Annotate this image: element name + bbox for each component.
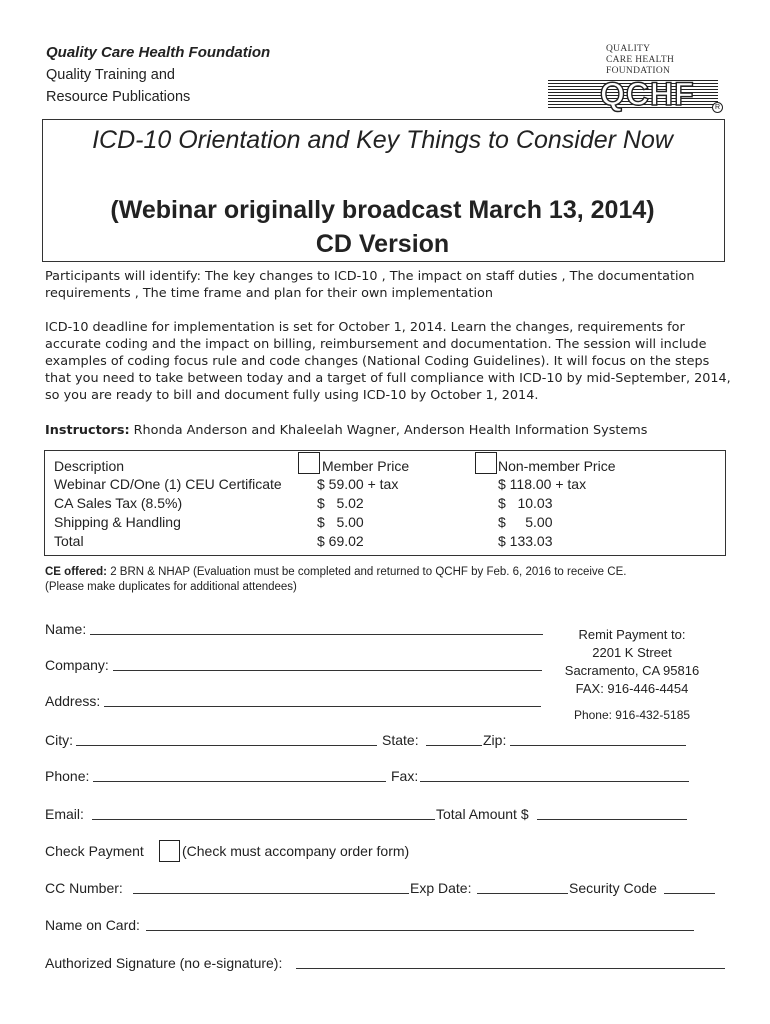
org-tagline-line1: Quality Training and (46, 67, 175, 83)
state-label: State: (382, 732, 419, 748)
phone-label: Phone: (45, 768, 90, 784)
row-description: Shipping & Handling (54, 514, 181, 530)
city-field[interactable] (76, 745, 377, 746)
participants-paragraph: Participants will identify: The key changes to ICD-10 , The impact on staff duties , The documentation requirements , The time frame and plan for their own implementation (45, 269, 695, 301)
phone-field[interactable] (93, 781, 386, 782)
signature-label: Authorized Signature (no e-signature): (45, 955, 283, 971)
row-member-price: $ 69.02 (317, 533, 364, 549)
security-code-field[interactable] (664, 893, 715, 894)
cc-number-field[interactable] (133, 893, 409, 894)
check-note: (Check must accompany order form) (182, 843, 410, 859)
address-field[interactable] (104, 706, 541, 707)
logo-text-line2: CARE HEALTH (606, 55, 675, 65)
deadline-paragraph: ICD-10 deadline for implementation is set for October 1, 2014. Learn the changes, requirements for accurate coding and the impact on billing, reimbursement and documentation. The session will include examples of coding focus rule and code changes (National Coding Guidelines). It will focus on the steps that you need to take between today and a target of full compliance with ICD-10 by mid-September, 2014, so you are ready to bill and document fully using ICD-10 by October 1, 2014. (45, 320, 731, 403)
exp-date-field[interactable] (477, 893, 568, 894)
version-label: CD Version (315, 230, 450, 258)
row-description: Total (54, 533, 84, 549)
total-amount-field[interactable] (537, 819, 687, 820)
name-field[interactable] (90, 634, 543, 635)
ce-text: 2 BRN & NHAP (Evaluation must be completed and returned to QCHF by Feb. 6, 2016 to receive CE. (110, 566, 627, 578)
qchf-logo (548, 44, 724, 116)
col-header-description: Description (54, 458, 125, 474)
logo-text-line1: QUALITY (606, 44, 651, 54)
ce-note: (Please make duplicates for additional attendees) (45, 581, 297, 593)
remit-label: Remit Payment to: (578, 627, 686, 642)
remit-fax: FAX: 916-446-4454 (575, 681, 689, 696)
security-code-label: Security Code (569, 880, 657, 896)
fax-field[interactable] (420, 781, 689, 782)
zip-label: Zip: (483, 732, 507, 748)
remit-phone: Phone: 916-432-5185 (573, 708, 691, 722)
row-nonmember-price: $ 5.00 (498, 514, 553, 530)
row-member-price: $ 59.00 + tax (317, 476, 399, 492)
fax-label: Fax: (391, 768, 419, 784)
col-header-nonmember-price: Non-member Price (498, 458, 616, 474)
address-label: Address: (45, 693, 101, 709)
check-payment-label: Check Payment (45, 843, 144, 859)
company-field[interactable] (113, 670, 542, 671)
row-nonmember-price: $ 133.03 (498, 533, 553, 549)
row-nonmember-price: $ 10.03 (498, 495, 553, 511)
registered-icon: R (712, 102, 723, 113)
broadcast-subtitle: (Webinar originally broadcast March 13, 2014) (110, 196, 655, 224)
org-tagline-line2: Resource Publications (46, 89, 191, 105)
nonmember-price-checkbox[interactable] (475, 452, 497, 474)
cc-number-label: CC Number: (45, 880, 123, 896)
ce-label: CE offered: (45, 566, 107, 578)
instructors-names: Rhonda Anderson and Khaleelah Wagner, Anderson Health Information Systems (133, 423, 648, 438)
remit-info (556, 626, 708, 724)
instructors-line (45, 422, 735, 439)
email-field[interactable] (92, 819, 435, 820)
check-payment-checkbox[interactable] (159, 840, 180, 862)
state-field[interactable] (426, 745, 482, 746)
row-description: Webinar CD/One (1) CEU Certificate (54, 476, 282, 492)
name-on-card-label: Name on Card: (45, 917, 140, 933)
ce-offered (45, 565, 745, 595)
row-member-price: $ 5.00 (317, 514, 364, 530)
pricing-table (44, 450, 726, 556)
name-on-card-field[interactable] (146, 930, 694, 931)
remit-street: 2201 K Street (592, 645, 672, 660)
remit-city: Sacramento, CA 95816 (564, 663, 700, 678)
org-name: Quality Care Health Foundation (46, 44, 271, 61)
logo-text-line3: FOUNDATION (606, 66, 671, 76)
row-description: CA Sales Tax (8.5%) (54, 495, 183, 511)
total-amount-label: Total Amount $ (436, 806, 529, 822)
document-title: ICD-10 Orientation and Key Things to Consider Now (92, 126, 673, 154)
company-label: Company: (45, 657, 109, 673)
name-label: Name: (45, 621, 87, 637)
row-nonmember-price: $ 118.00 + tax (498, 476, 587, 492)
instructors-label: Instructors: (45, 423, 130, 438)
zip-field[interactable] (510, 745, 686, 746)
row-member-price: $ 5.02 (317, 495, 364, 511)
member-price-checkbox[interactable] (298, 452, 320, 474)
logo-mark: QCHF (600, 76, 695, 112)
col-header-member-price: Member Price (322, 458, 410, 474)
city-label: City: (45, 732, 73, 748)
exp-date-label: Exp Date: (410, 880, 472, 896)
email-label: Email: (45, 806, 84, 822)
signature-field[interactable] (296, 968, 725, 969)
